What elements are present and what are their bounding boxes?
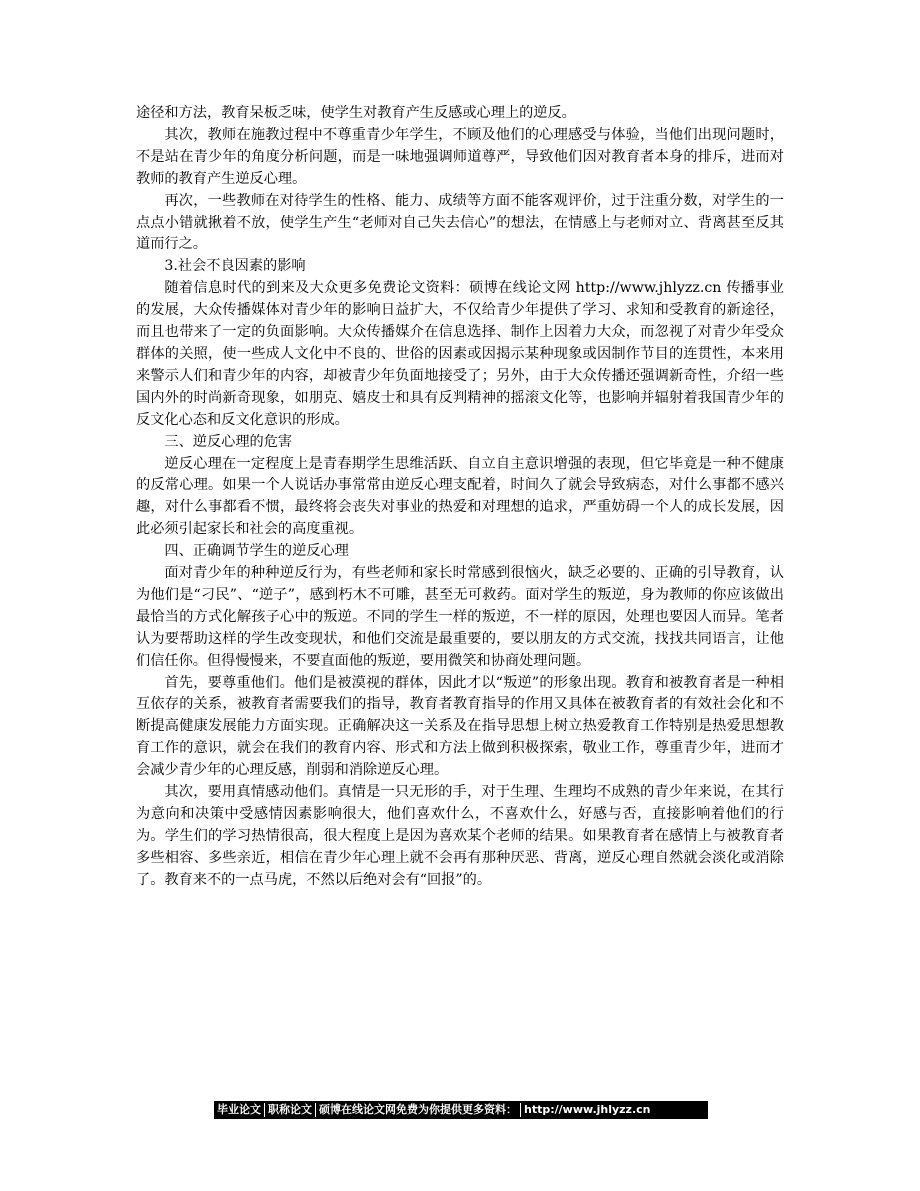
footer-promo-text: 硕博在线论文网免费为你提供更多资料：: [319, 1103, 517, 1116]
document-body: [136, 103, 784, 892]
paragraph-2: 其次，教师在施教过程中不尊重青少年学生，不顾及他们的心理感受与体验，当他们出现问题时，不是站在青少年的角度分析问题，而是一味地强调师道尊严，导致他们因对教育者本身的排斥，进而对教师的教育产生逆反心理。: [136, 126, 784, 187]
paragraph-11: 其次，要用真情感动他们。真情是一只无形的手，对于生理、生理均不成熟的青少年来说，在其行为意向和决策中受感情因素影响很大，他们喜欢什么，不喜欢什么，好感与否，直接影响着他们的行为。学生们的学习热情很高，很大程度上是因为喜欢某个老师的结果。如果教育者在感情上与被教育者多些相容、多些亲近，相信在青少年心理上就不会再有那种厌恶、背离，逆反心理自然就会淡化或消除了。教育来不的一点马虎，不然以后绝对会有“回报”的。: [136, 784, 784, 888]
section-heading-harm: 三、逆反心理的危害: [164, 433, 293, 450]
paragraph-9: 面对青少年的种种逆反行为，有些老师和家长时常感到很恼火，缺乏必要的、正确的引导教育，认为他们是“刁民”、“逆子”，感到朽木不可雕，甚至无可救药。面对学生的叛逆，身为教师的你应该做出最恰当的方式化解孩子心中的叛逆。不同的学生一样的叛逆，不一样的原因，处理也要因人而异。笔者认为要帮助这样的学生改变现状，和他们交流是最重要的，要以朋友的方式交流，找找共同语言，让他们信任你。但得慢慢来，不要直面他的叛逆，要用微笑和协商处理问题。: [136, 565, 784, 669]
footer-banner: [214, 1101, 708, 1119]
footer-link-thesis[interactable]: 毕业论文: [217, 1103, 261, 1116]
footer-site-url[interactable]: http://www.jhlyzz.cn: [524, 1103, 651, 1116]
paragraph-7: 逆反心理在一定程度上是青春期学生思维活跃、自立自主意识增强的表现，但它毕竟是一种不健康的反常心理。如果一个人说话办事常常由逆反心理支配着，时间久了就会导致病态，对什么事都不感兴趣，对什么事都看不惯，最终将会丧失对事业的热爱和对理想的追求，严重妨碍一个人的成长发展，因此必须引起家长和社会的高度重视。: [136, 455, 784, 538]
paragraph-10: 首先，要尊重他们。他们是被漠视的群体，因此才以“叛逆”的形象出现。教育和被教育者是一种相互依存的关系，被教育者需要我们的指导，教育者教育指导的作用又具体在被教育者的有效社会化和不断提高健康发展能力方面实现。正确解决这一关系及在指导思想上树立热爱教育工作特别是热爱思想教育工作的意识，就会在我们的教育内容、形式和方法上做到积极探索，敬业工作，尊重青少年，进而才会减少青少年的心理反感，削弱和消除逆反心理。: [136, 674, 784, 779]
paragraph-5: 随着信息时代的到来及大众更多免费论文资料：硕博在线论文网 http://www.jhlyzz.cn 传播事业的发展，大众传播媒体对青少年的影响日益扩大，不仅给青少年提供了学习、求知和受教育的新途径，而且也带来了一定的负面影响。大众传播媒介在信息选择、制作上因着力大众，而忽视了对青少年受众群体的关照，使一些成人文化中不良的、世俗的因素或因揭示某种现象或因制作节目的连贯性，本来用来警示人们和青少年的内容，却被青少年负面地接受了；另外，由于大众传播还强调新奇性，介绍一些国内外的时尚新奇现象，如朋克、嬉皮士和具有反判精神的摇滚文化等，也影响并辐射着我国青少年的反文化心态和反文化意识的形成。: [136, 280, 784, 428]
section-heading-adjust: 四、正确调节学生的逆反心理: [164, 543, 349, 560]
paragraph-1: 途径和方法，教育呆板乏味，使学生对教育产生反感或心理上的逆反。: [136, 105, 576, 121]
footer-link-title-paper[interactable]: 职称论文: [268, 1103, 312, 1116]
section-heading-social-factors: 3.社会不良因素的影响: [164, 258, 306, 275]
paragraph-3: 再次，一些教师在对待学生的性格、能力、成绩等方面不能客观评价，过于注重分数，对学生的一点点小错就揪着不放，使学生产生“老师对自己失去信心”的想法，在情感上与老师对立、背离甚至反其道而行之。: [136, 192, 784, 253]
